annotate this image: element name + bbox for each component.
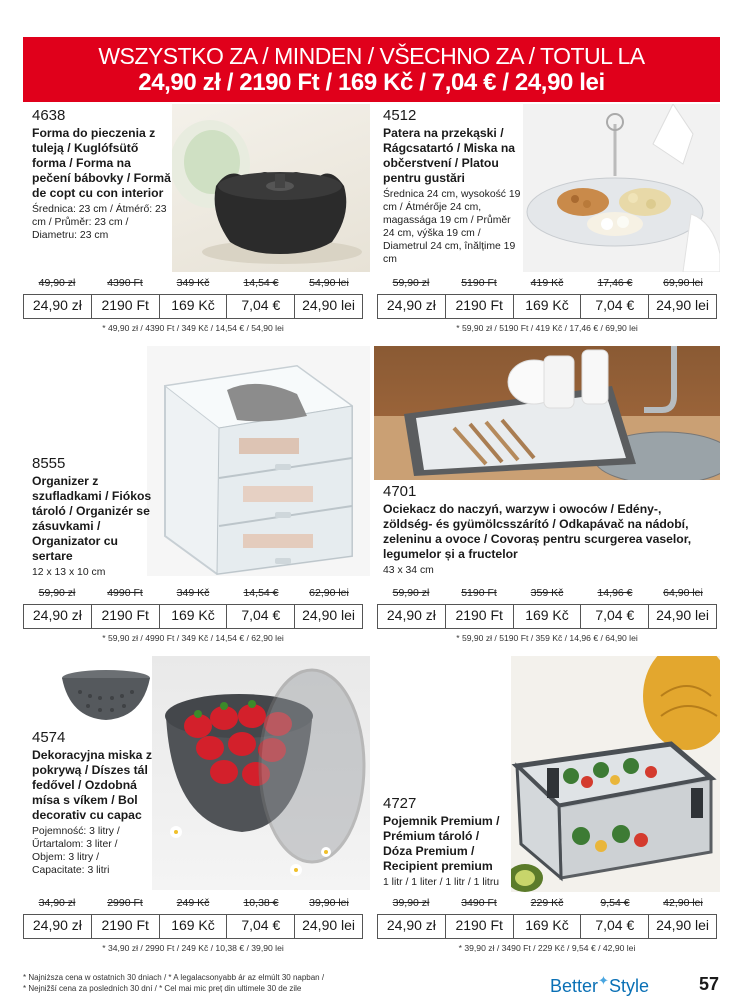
product-title: Forma do pieczenia z tuleją / Kuglófsütő forma / Forma na pečení bábovky / Formă de copt cu con interior: [32, 126, 171, 200]
product-4701-old-prices: 59,90 zł 5190 Ft 359 Kč 14,96 € 64,90 lei: [392, 587, 703, 599]
star-icon: ✦: [598, 973, 609, 988]
product-code: 8555: [32, 456, 66, 472]
banner-languages: WSZYSTKO ZA / MINDEN / VŠECHNO ZA / TOTUL LA: [98, 43, 645, 69]
product-title: Ociekacz do naczyń, warzyw i owoców / Edény-, zöldség- és gyümölcsszárító / Odkapávač na nádobí, zeleninu a ovoce / Covoraș pentru scurgerea vaselor, legumelor și a fructelor: [383, 502, 692, 561]
dish-drying-mat-photo: [374, 346, 720, 480]
product-4727-footnote: * 39,90 zł / 3490 Ft / 229 Kč / 9,54 € / 42,90 lei: [458, 943, 636, 953]
product-description: 12 x 13 x 10 cm: [32, 567, 106, 578]
banner-prices: 24,90 zł / 2190 Ft / 169 Kč / 7,04 € / 24,90 lei: [138, 69, 605, 96]
premium-container-photo: [511, 656, 720, 892]
bowl-thumbnail-photo: [60, 668, 152, 724]
product-4727-new-prices: 24,90 zł 2190 Ft 169 Kč 7,04 € 24,90 lei: [377, 914, 717, 939]
product-4638-text: [32, 108, 172, 268]
disclaimer-line-2: * Nejnižší cena za posledních 30 dní / * Cel mai mic preț din ultimele 30 de zile: [23, 984, 302, 993]
product-4638-old-prices: 49,90 zł 4390 Ft 349 Kč 14,54 € 54,90 lei: [38, 277, 349, 289]
product-4574-footnote: * 34,90 zł / 2990 Ft / 249 Kč / 10,38 € / 39,90 lei: [102, 943, 284, 953]
product-title: Patera na przekąski / Rágcsatartó / Miska na občerstvení / Platou pentru gustări: [383, 126, 516, 185]
product-4727-text: [383, 796, 507, 888]
product-4638-new-prices: 24,90 zł 2190 Ft 169 Kč 7,04 € 24,90 lei: [23, 294, 363, 319]
product-4727-old-prices: 39,90 zł 3490 Ft 229 Kč 9,54 € 42,90 lei: [392, 897, 703, 909]
product-title: Dekoracyjna miska z pokrywą / Díszes tál fedővel / Ozdobná mísa s víkem / Bol decorativ cu capac: [32, 748, 152, 822]
product-4512-text: [383, 108, 523, 268]
product-4701-footnote: * 59,90 zł / 5190 Ft / 359 Kč / 14,96 € / 64,90 lei: [456, 633, 638, 643]
product-description: Średnica: 23 cm / Átmérő: 23 cm / Průměr: 23 cm / Diametru: 23 cm: [32, 204, 167, 241]
product-8555-old-prices: 59,90 zł 4990 Ft 349 Kč 14,54 € 62,90 lei: [38, 587, 349, 599]
product-4638-footnote: * 49,90 zł / 4390 Ft / 349 Kč / 14,54 € / 54,90 lei: [102, 323, 284, 333]
product-4512-footnote: * 59,90 zł / 5190 Ft / 419 Kč / 17,46 € / 69,90 lei: [456, 323, 638, 333]
product-description: Pojemność: 3 litry / Űrtartalom: 3 liter / Objem: 3 litry / Capacitate: 3 litri: [32, 826, 120, 876]
product-code: 4574: [32, 730, 66, 746]
product-title: Pojemnik Premium / Prémium tároló / Dóza Premium / Recipient premium: [383, 814, 500, 873]
product-description: 1 litr / 1 liter / 1 litr / 1 litru: [383, 877, 500, 888]
product-code: 4727: [383, 796, 417, 812]
product-4574-old-prices: 34,90 zł 2990 Ft 249 Kč 10,38 € 39,90 lei: [38, 897, 349, 909]
betterstyle-logo: [550, 973, 649, 997]
product-8555-footnote: * 59,90 zł / 4990 Ft / 349 Kč / 14,54 € / 62,90 lei: [102, 633, 284, 643]
brand-better: Better: [550, 976, 599, 996]
product-8555-new-prices: 24,90 zł 2190 Ft 169 Kč 7,04 € 24,90 lei: [23, 604, 363, 629]
bundt-pan-photo: [172, 104, 370, 272]
product-4574-new-prices: 24,90 zł 2190 Ft 169 Kč 7,04 € 24,90 lei: [23, 914, 363, 939]
disclaimer-line-1: * Najniższa cena w ostatnich 30 dniach / * A legalacsonyabb ár az elmúlt 30 napban /: [23, 973, 325, 982]
snack-platter-photo: [523, 104, 720, 272]
product-code: 4701: [383, 484, 417, 500]
product-description: Średnica 24 cm, wysokość 19 cm / Átmérője 24 cm, magassága 19 cm / Průměr 24 cm, výška 19 cm / Diametrul 24 cm, înălțime 19 cm: [383, 189, 521, 265]
brand-style: Style: [608, 976, 649, 996]
product-4512-old-prices: 59,90 zł 5190 Ft 419 Kč 17,46 € 69,90 lei: [392, 277, 703, 289]
product-4512-new-prices: 24,90 zł 2190 Ft 169 Kč 7,04 € 24,90 lei: [377, 294, 717, 319]
product-4574-text: [32, 730, 152, 888]
product-8555-text: [32, 456, 152, 582]
strawberry-bowl-photo: [152, 656, 370, 890]
product-code: 4638: [32, 108, 66, 124]
page-number: 57: [699, 974, 720, 994]
product-4701-text: [383, 484, 713, 580]
drawer-organizer-photo: [147, 346, 370, 576]
product-4701-new-prices: 24,90 zł 2190 Ft 169 Kč 7,04 € 24,90 lei: [377, 604, 717, 629]
price-disclaimer: [23, 972, 324, 994]
price-banner: [23, 37, 720, 102]
product-code: 4512: [383, 108, 417, 124]
product-title: Organizer z szufladkami / Fiókos tároló / Organizér se zásuvkami / Organizator cu sertare: [32, 474, 152, 563]
product-description: 43 x 34 cm: [383, 565, 434, 576]
